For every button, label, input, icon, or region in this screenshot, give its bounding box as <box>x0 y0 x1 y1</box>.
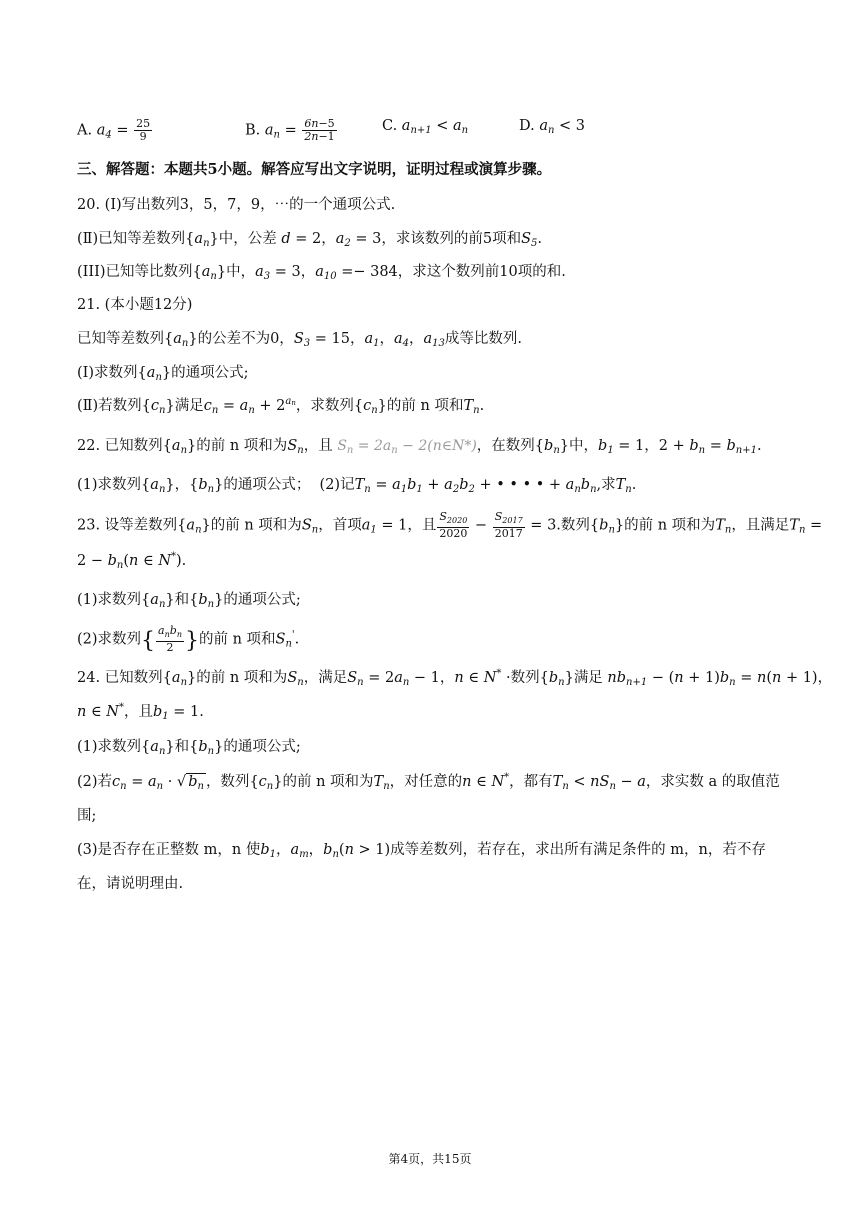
q24-part3: (3)是否存在正整数 m，n 使$b_1$，$a_m$，$b_n(n > 1)$成等差数列，若存在，求出所有满足条件的 m，n，若不存 <box>77 842 766 860</box>
q21-part1: (Ⅰ)求数列$\{a_n\}$的通项公式; <box>77 365 249 383</box>
q23-stem: 23. 设等差数列$\{a_n\}$的前 n 项和为$S_n$，首项$a_1 = 1$，且 $\frac{S_{2020}}{2020}$ − $\frac{S_{2017}}{2017}$ = 3.数列$\{b_n\}$的前 n 项和为$T_n$，且满足$T_n$ = <box>77 510 823 540</box>
q22-formula-image: $S_n = 2a_n$ − 2(n∈N*) <box>337 438 477 456</box>
q24-part2-cont: 围; <box>77 808 97 824</box>
q20-part1: 20. (Ⅰ)写出数列3，5，7，9，⋯的一个通项公式. <box>77 197 396 213</box>
q21-part2: (Ⅱ)若数列$\{c_n\}$满足$c_n = a_n + 2^{a_n}$，求数列$\{c_n\}$的前 n 项和$T_n$. <box>77 396 485 416</box>
q22-parts: (1)求数列$\{a_n\}$，$\{b_n\}$的通项公式； (2)记$T_n = a_1b_1 + a_2b_2$ + • • • • + $a_nb_n$,求$T_n$. <box>77 477 637 495</box>
option-d: D. $a_n < 3$ <box>519 118 586 136</box>
q23-part2: (2)求数列{ $\frac{a_nb_n}{2}$ }的前 n 项和$S_n'$. <box>77 624 300 654</box>
option-a: A. $a_4$ = $\frac{25}{9}$ <box>77 117 151 143</box>
q21-stem: 已知等差数列$\{a_n\}$的公差不为0，$S_3 = 15$，$a_1$，$a_4$，$a_{13}$成等比数列. <box>77 331 523 349</box>
option-b: B. $a_n$ = $\frac{6n-5}{2n-1}$ <box>245 117 335 143</box>
q24-stem: 24. 已知数列$\{a_n\}$的前 n 项和为$S_n$，满足$S_n = 2a_n - 1$，n ∈ N* ·数列$\{b_n\}$满足 $nb_{n+1} - (n + 1)b_n = n(n + 1)$， <box>77 668 833 688</box>
q22-stem: 22. 已知数列$\{a_n\}$的前 n 项和为$S_n$，且 $S_n = 2a_n$ − 2(n∈N*)，在数列$\{b_n\}$中，$b_1 = 1$，$2 + b_n = b_{n+1}$. <box>77 438 762 456</box>
q21-head: 21. (本小题12分) <box>77 297 193 313</box>
option-c: C. $a_{n+1} < a_n$ <box>382 118 469 136</box>
q24-part1: (1)求数列$\{a_n\}$和$\{b_n\}$的通项公式; <box>77 739 301 757</box>
option-b-label: B. <box>245 122 261 139</box>
q23-part1: (1)求数列$\{a_n\}$和$\{b_n\}$的通项公式; <box>77 592 301 610</box>
q24-part2: (2)若$c_n = a_n$ · √ $b_n$ ，数列$\{c_n\}$的前 n 项和为$T_n$，对任意的n ∈ N*，都有$T_n < nS_n - a$，求实数 a 的取值范 <box>77 772 780 792</box>
q24-stem-cont: n ∈ N*，且$b_1 = 1$. <box>77 702 204 722</box>
page-footer: 第4页，共15页 <box>388 1152 472 1166</box>
option-c-label: C. <box>382 118 398 134</box>
q20-part2: (Ⅱ)已知等差数列$\{a_n\}$中，公差 d = 2，$a_2 = 3$，求该数列的前5项和$S_5$. <box>77 231 543 249</box>
option-a-label: A. <box>77 122 93 139</box>
section-header: 三、解答题：本题共5小题。解答应写出文字说明，证明过程或演算步骤。 <box>77 161 552 178</box>
q23-stem-cont: $2 - b_n(n$ ∈ N*). <box>77 551 187 571</box>
q20-part3: (III)已知等比数列$\{a_n\}$中，$a_3 = 3$，$a_{10} =- 384$，求这个数列前10项的和. <box>77 264 566 282</box>
q24-part3-cont: 在，请说明理由. <box>77 876 184 892</box>
option-d-label: D. <box>519 118 535 134</box>
